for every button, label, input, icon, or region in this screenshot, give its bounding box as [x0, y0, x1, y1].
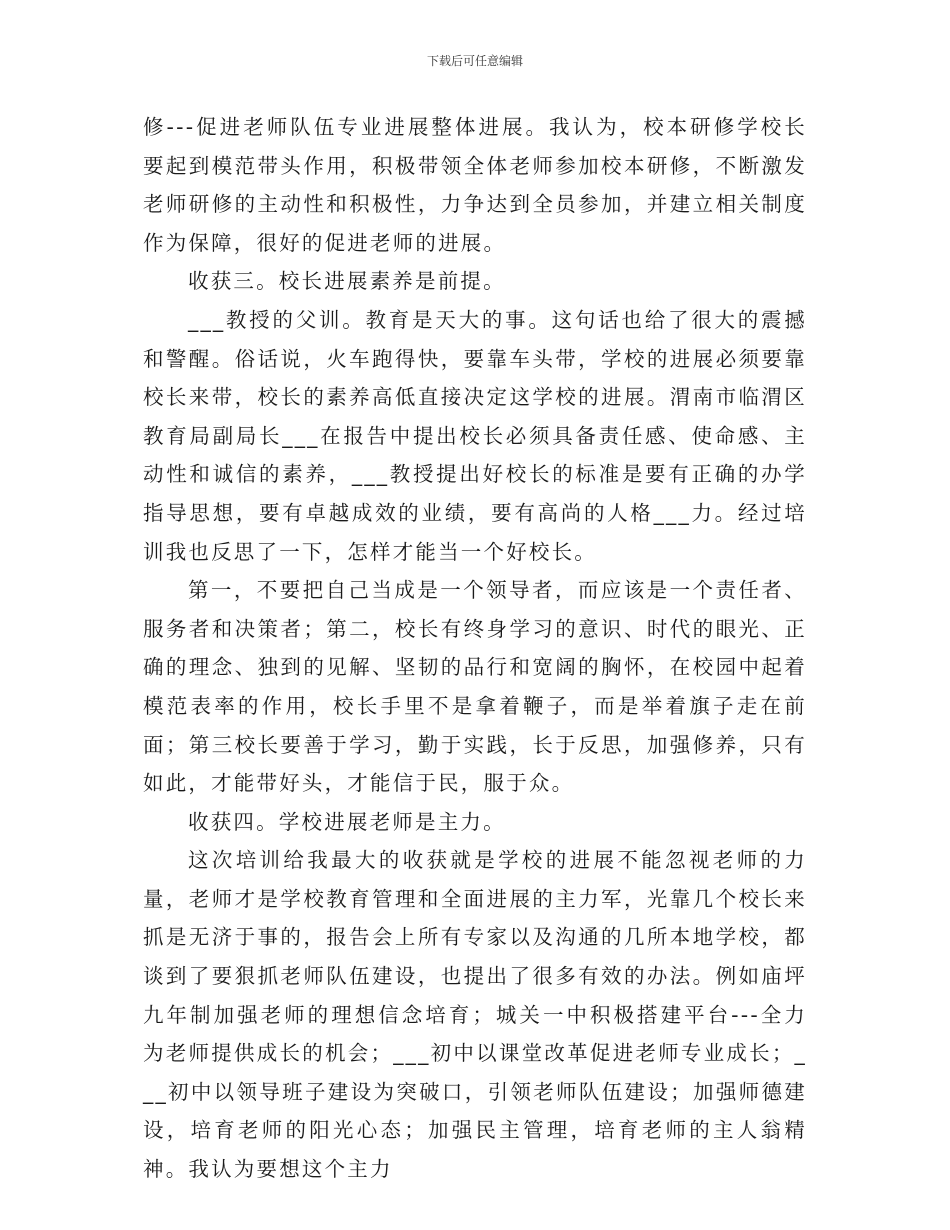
section-heading-harvest-four: 收获四。学校进展老师是主力。: [188, 809, 506, 834]
page-header-note: 下载后可任意编辑: [426, 54, 523, 68]
paragraph-teacher-force: 这次培训给我最大的收获就是学校的进展不能忽视老师的力量，老师才是学校教育管理和全面进展的主力军，光靠几个校长来抓是无济于事的，报告会上所有专家以及沟通的几所本地学校，都谈到了要狠抓老师队伍建设，也提出了很多有效的办法。例如庙坪九年制加强老师的理想信念培育；城关一中积极搭建平台---全力为老师提供成长的机会；___初中以课堂改革促进老师专业成长；___初中以领导班子建设为突破口，引领老师队伍建设；加强师德建设，培育老师的阳光心态；加强民主管理，培育老师的主人翁精神。我认为要想这个主力: [143, 848, 807, 1182]
paragraph-continuation: 修---促进老师队伍专业进展整体进展。我认为，校本研修学校长要起到模范带头作用，积极带领全体老师参加校本研修，不断激发老师研修的主动性和积极性，力争达到全员参加，并建立相关制度作为保障，很好的促进老师的进展。: [143, 115, 807, 255]
paragraph-principal-qualities: ___教授的父训。教育是天大的事。这句话也给了很大的震撼和警醒。俗话说，火车跑得快，要靠车头带，学校的进展必须要靠校长来带，校长的素养高低直接决定这学校的进展。渭南市临渭区教育局副局长___在报告中提出校长必须具备责任感、使命感、主动性和诚信的素养，___教授提出好校长的标准是要有正确的办学指导思想，要有卓越成效的业绩，要有高尚的人格___力。经过培训我也反思了一下，怎样才能当一个好校长。: [143, 307, 807, 564]
section-heading-harvest-three: 收获三。校长进展素养是前提。: [188, 269, 506, 294]
document-body: [143, 108, 807, 1189]
paragraph-principal-roles: 第一，不要把自己当成是一个领导者，而应该是一个责任者、服务者和决策者；第二，校长有终身学习的意识、时代的眼光、正确的理念、独到的见解、坚韧的品行和宽阔的胸怀，在校园中起着模范表率的作用，校长手里不是拿着鞭子，而是举着旗子走在前面；第三校长要善于学习，勤于实践，长于反思，加强修养，只有如此，才能带好头，才能信于民，服于众。: [143, 578, 807, 796]
